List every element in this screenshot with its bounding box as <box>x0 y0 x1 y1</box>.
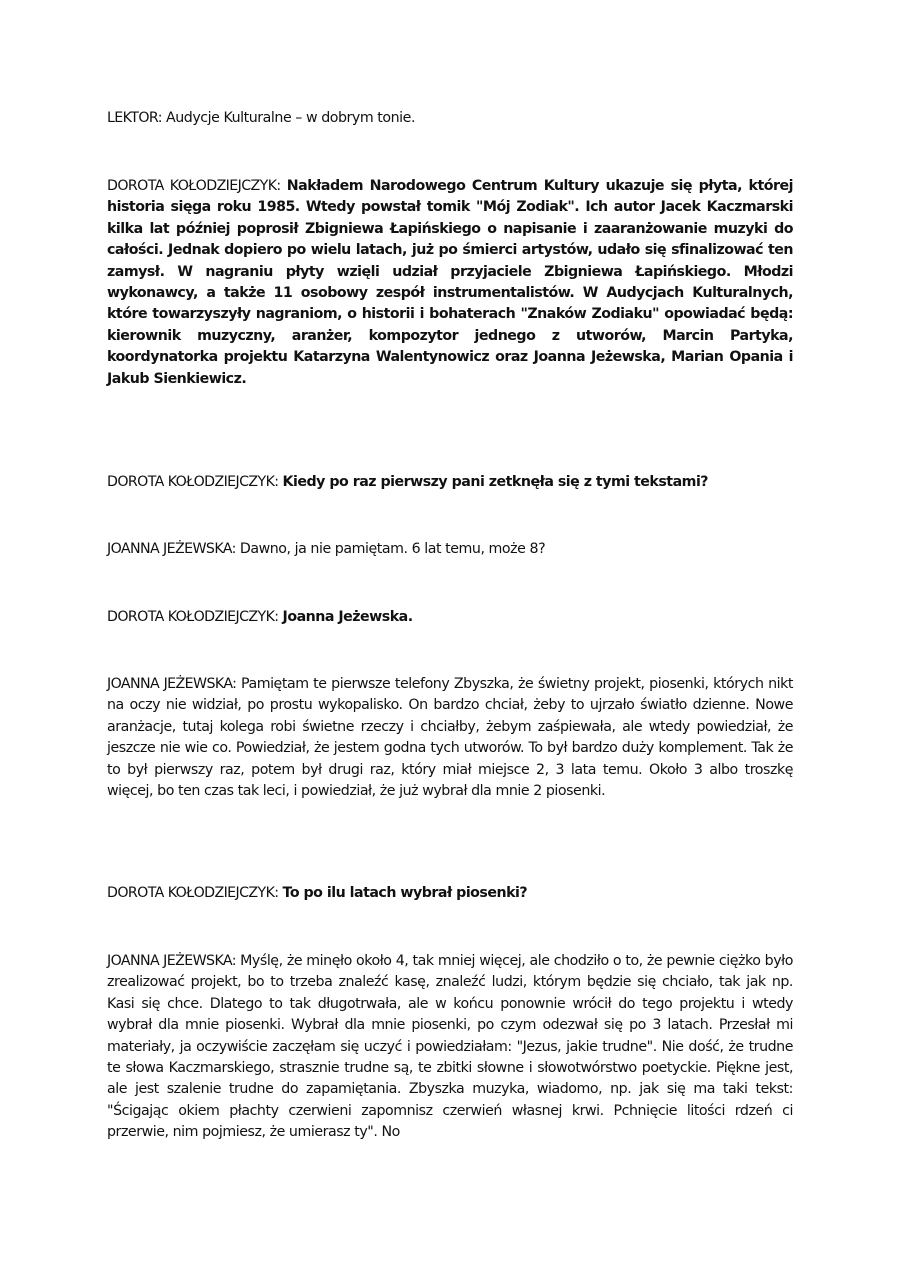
speaker-label: JOANNA JEŻEWSKA: <box>107 953 236 969</box>
speaker-label: DOROTA KOŁODZIEJCZYK: <box>107 885 279 901</box>
speech-text: Myślę, że minęło około 4, tak mniej więcej, ale chodziło o to, że pewnie ciężko było zrealizować projekt, bo to trzeba znaleźć kasę, znaleźć ludzi, którym będzie się chciało, tak jak np. Kasi się chce. Dlatego to tak długotrwała, ale w końcu ponownie wrócił do tego projektu i wtedy wybrał dla mnie piosenki. Wybrał dla mnie piosenki, po czym odezwał się po 3 latach. Przesłał mi materiały, ja oczywiście zaczęłam się uczyć i powiedziałam: "Jezus, jakie trudne". Nie dość, że trudne te słowa Kaczmarskiego, strasznie trudne są, te zbitki słowne i słowotwórstwo poetyckie. Piękne jest, ale jest szalenie trudne do zapamiętania. Zbyszka muzyka, wiadomo, np. jak się ma taki tekst: "Ścigając okiem płachty czerwieni zapomnisz czerwień własnej krwi. Pchnięcie litości rdzeń ci przerwie, nim pojmiesz, że umierasz ty". No <box>107 953 793 1141</box>
paragraph-lektor-intro <box>107 108 793 129</box>
paragraph-host-introduction <box>107 176 793 390</box>
paragraph-guest-answer-1 <box>107 539 793 560</box>
speech-text: Kiedy po raz pierwszy pani zetknęła się z tymi tekstami? <box>282 474 709 490</box>
speech-text: Audycje Kulturalne – w dobrym tonie. <box>165 110 416 126</box>
paragraph-guest-answer-2 <box>107 674 793 802</box>
speech-text: Pamiętam te pierwsze telefony Zbyszka, że świetny projekt, piosenki, których nikt na oczy nie widział, po prostu wykopalisko. On bardzo chciał, żeby to ujrzało światło dzienne. Nowe aranżacje, tutaj kolega robi świetne rzeczy i chciałby, żebym zaśpiewała, ale wtedy powiedział, że jeszcze nie wie co. Powiedział, że jestem godna tych utworów. To był bardzo duży komplement. Tak że to był pierwszy raz, potem był drugi raz, który miał miejsce 2, 3 lata temu. Około 3 albo troszkę więcej, bo ten czas tak leci, i powiedział, że już wybrał dla mnie 2 piosenki. <box>107 676 794 800</box>
paragraph-host-guest-name <box>107 607 793 628</box>
paragraph-host-question-2 <box>107 883 793 904</box>
speaker-label: DOROTA KOŁODZIEJCZYK: <box>107 474 279 490</box>
paragraph-guest-answer-3 <box>107 951 793 1144</box>
speaker-label: JOANNA JEŻEWSKA: <box>107 676 237 692</box>
paragraph-host-question-1 <box>107 472 793 493</box>
speaker-label: DOROTA KOŁODZIEJCZYK: <box>107 609 279 625</box>
speaker-label: LEKTOR: <box>107 110 162 126</box>
speaker-label: JOANNA JEŻEWSKA: <box>107 541 236 557</box>
speech-text: To po ilu latach wybrał piosenki? <box>282 885 528 901</box>
speech-text: Joanna Jeżewska. <box>282 609 413 625</box>
speech-text: Dawno, ja nie pamiętam. 6 lat temu, może 8? <box>239 541 546 557</box>
speaker-label: DOROTA KOŁODZIEJCZYK: <box>107 178 281 194</box>
speech-text: Nakładem Narodowego Centrum Kultury ukazuje się płyta, której historia sięga roku 1985. Wtedy powstał tomik "Mój Zodiak". Ich autor Jacek Kaczmarski kilka lat później poprosił Zbigniewa Łapińskiego o napisanie i zaaranżowanie muzyki do całości. Jednak dopiero po wielu latach, już po śmierci artystów, udało się sfinalizować ten zamysł. W nagraniu płyty wzięli udział przyjaciele Zbigniewa Łapińskiego. Młodzi wykonawcy, a także 11 osobowy zespół instrumentalistów. W Audycjach Kulturalnych, które towarzyszyły nagraniom, o historii i bohaterach "Znaków Zodiaku" opowiadać będą: kierownik muzyczny, aranżer, kompozytor jednego z utworów, Marcin Partyka, koordynatorka projektu Katarzyna Walentynowicz oraz Joanna Jeżewska, Marian Opania i Jakub Sienkiewicz. <box>107 178 793 387</box>
